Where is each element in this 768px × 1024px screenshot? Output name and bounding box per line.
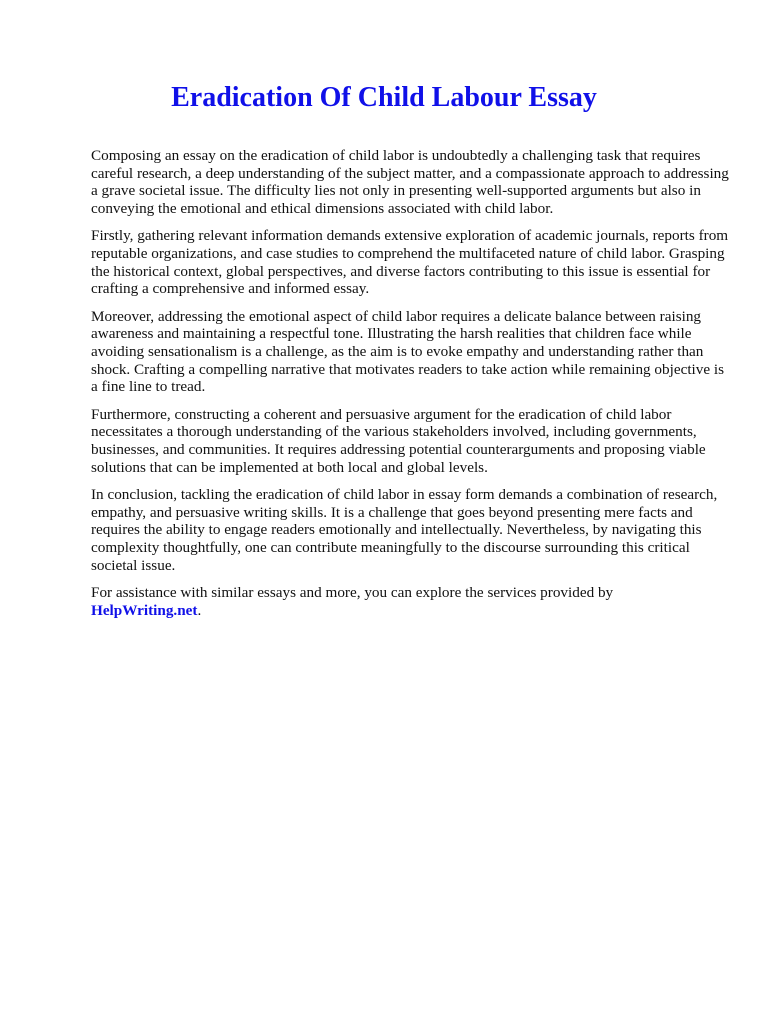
document-title: Eradication Of Child Labour Essay	[171, 82, 597, 113]
closing-paragraph	[91, 584, 731, 619]
paragraph-moreover: Moreover, addressing the emotional aspect of child labor requires a delicate balance between raising awareness and maintaining a respectful tone. Illustrating the harsh realities that children face while avoiding sensationalism is a challenge, as the aim is to evoke empathy and understanding rather than shock. Crafting a compelling narrative that motivates readers to take action while remaining objective is a fine line to tread.	[91, 307, 725, 396]
helpwriting-link[interactable]: HelpWriting.net	[91, 601, 198, 619]
closing-text: For assistance with similar essays and more, you can explore the services provided by	[91, 583, 614, 601]
closing-suffix: .	[197, 601, 202, 619]
paragraph-firstly: Firstly, gathering relevant information demands extensive exploration of academic journals, reports from reputable organizations, and case studies to comprehend the multifaceted nature of child labor. Grasping the historical context, global perspectives, and diverse factors contributing to this issue is essential for crafting a comprehensive and informed essay.	[91, 227, 729, 298]
paragraph-furthermore: Furthermore, constructing a coherent and persuasive argument for the eradication of child labor necessitates a thorough understanding of the various stakeholders involved, including governments, businesses, and communities. It requires addressing potential counterarguments and proposing viable solutions that can be implemented at both local and global levels.	[91, 405, 706, 476]
paragraph-conclusion: In conclusion, tackling the eradication of child labor in essay form demands a combination of research, empathy, and persuasive writing skills. It is a challenge that goes beyond presenting mere facts and requires the ability to engage readers emotionally and intellectually. Nevertheless, by navigating this complexity thoughtfully, one can contribute meaningfully to the discourse surrounding this critical societal issue.	[91, 485, 718, 574]
essay-body	[91, 147, 731, 629]
paragraph-intro: Composing an essay on the eradication of child labor is undoubtedly a challenging task that requires careful research, a deep understanding of the subject matter, and a compassionate approach to addressing a grave societal issue. The difficulty lies not only in presenting well-supported arguments but also in conveying the emotional and ethical dimensions associated with child labor.	[91, 147, 729, 218]
